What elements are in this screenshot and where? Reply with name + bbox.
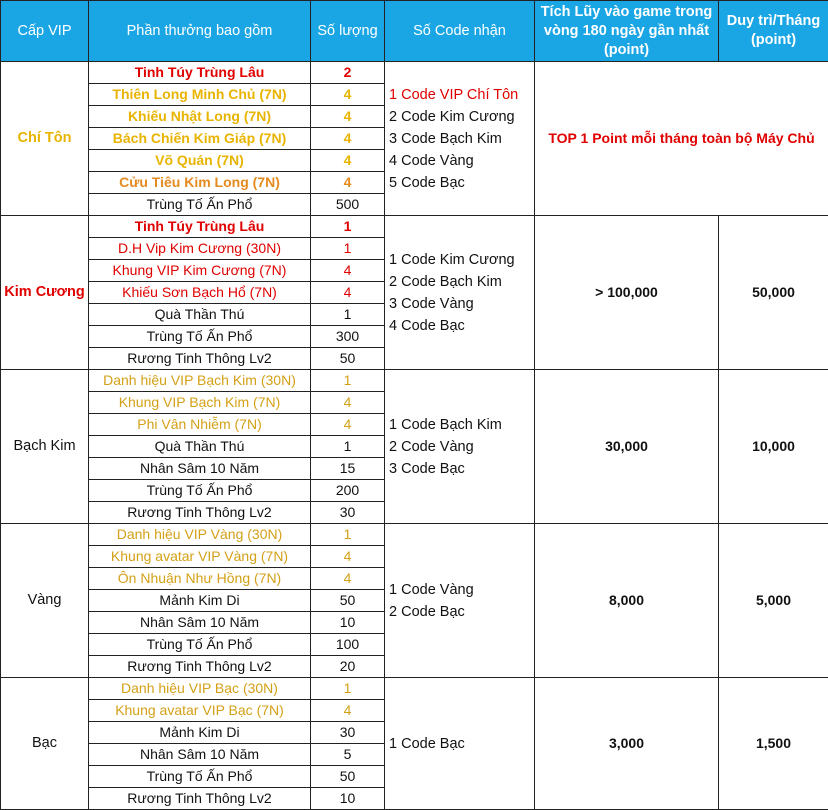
header-rewards: Phần thưởng bao gồm xyxy=(89,1,311,62)
code-item: 3 Code Vàng xyxy=(389,293,534,315)
header-accumulate: Tích Lũy vào game trong vòng 180 ngày gần nhất (point) xyxy=(535,1,719,62)
vip-tier-name: Chí Tôn xyxy=(1,62,89,216)
reward-quantity: 500 xyxy=(311,194,385,216)
reward-quantity: 1 xyxy=(311,678,385,700)
code-item: 4 Code Vàng xyxy=(389,150,534,172)
code-item: 1 Code VIP Chí Tôn xyxy=(389,84,534,106)
code-item: 5 Code Bạc xyxy=(389,172,534,194)
reward-item: Cửu Tiêu Kim Long (7N) xyxy=(89,172,311,194)
header-row xyxy=(1,1,828,62)
header-codes: Số Code nhận xyxy=(385,1,535,62)
reward-quantity: 4 xyxy=(311,172,385,194)
reward-item: Mảnh Kim Di xyxy=(89,590,311,612)
reward-quantity: 200 xyxy=(311,480,385,502)
reward-quantity: 4 xyxy=(311,106,385,128)
reward-item: Ôn Nhuận Như Hồng (7N) xyxy=(89,568,311,590)
reward-quantity: 4 xyxy=(311,546,385,568)
reward-quantity: 10 xyxy=(311,788,385,810)
code-item: 2 Code Bạc xyxy=(389,601,534,623)
reward-quantity: 1 xyxy=(311,370,385,392)
accumulate-points: > 100,000 xyxy=(535,216,719,370)
top-point-note: TOP 1 Point mỗi tháng toàn bộ Máy Chủ xyxy=(535,62,828,216)
reward-item: Tinh Túy Trùng Lâu xyxy=(89,216,311,238)
code-item: 1 Code Vàng xyxy=(389,579,534,601)
reward-quantity: 1 xyxy=(311,216,385,238)
maintain-points: 50,000 xyxy=(719,216,828,370)
reward-quantity: 4 xyxy=(311,260,385,282)
reward-item: Quà Thần Thú xyxy=(89,436,311,458)
reward-item: Rương Tinh Thông Lv2 xyxy=(89,348,311,370)
reward-quantity: 4 xyxy=(311,282,385,304)
code-item: 1 Code Bạc xyxy=(389,733,534,755)
reward-item: Trùng Tố Ấn Phổ xyxy=(89,766,311,788)
reward-quantity: 4 xyxy=(311,128,385,150)
table-body xyxy=(1,62,828,810)
reward-item: Khung VIP Kim Cương (7N) xyxy=(89,260,311,282)
reward-item: Thiên Long Minh Chủ (7N) xyxy=(89,84,311,106)
reward-quantity: 15 xyxy=(311,458,385,480)
reward-item: Khiếu Nhật Long (7N) xyxy=(89,106,311,128)
reward-item: Danh hiệu VIP Vàng (30N) xyxy=(89,524,311,546)
table-row xyxy=(1,370,828,392)
reward-item: Nhân Sâm 10 Năm xyxy=(89,458,311,480)
vip-tier-name: Vàng xyxy=(1,524,89,678)
reward-quantity: 1 xyxy=(311,436,385,458)
code-list xyxy=(385,678,535,810)
code-list xyxy=(385,524,535,678)
reward-quantity: 20 xyxy=(311,656,385,678)
reward-quantity: 1 xyxy=(311,304,385,326)
reward-item: Nhân Sâm 10 Năm xyxy=(89,612,311,634)
code-item: 1 Code Kim Cương xyxy=(389,249,534,271)
reward-quantity: 4 xyxy=(311,568,385,590)
reward-item: Võ Quán (7N) xyxy=(89,150,311,172)
reward-item: Bách Chiến Kim Giáp (7N) xyxy=(89,128,311,150)
reward-item: Rương Tinh Thông Lv2 xyxy=(89,788,311,810)
reward-quantity: 30 xyxy=(311,502,385,524)
reward-quantity: 4 xyxy=(311,414,385,436)
reward-item: Trùng Tố Ấn Phổ xyxy=(89,194,311,216)
accumulate-points: 3,000 xyxy=(535,678,719,810)
reward-quantity: 5 xyxy=(311,744,385,766)
reward-item: Khiếu Sơn Bạch Hổ (7N) xyxy=(89,282,311,304)
reward-quantity: 4 xyxy=(311,150,385,172)
code-item: 3 Code Bạc xyxy=(389,458,534,480)
vip-tier-name: Bạc xyxy=(1,678,89,810)
table-row xyxy=(1,678,828,700)
reward-item: D.H Vip Kim Cương (30N) xyxy=(89,238,311,260)
reward-item: Trùng Tố Ấn Phổ xyxy=(89,634,311,656)
reward-quantity: 300 xyxy=(311,326,385,348)
reward-quantity: 30 xyxy=(311,722,385,744)
reward-item: Danh hiệu VIP Bạc (30N) xyxy=(89,678,311,700)
vip-tier-name: Kim Cương xyxy=(1,216,89,370)
code-item: 2 Code Kim Cương xyxy=(389,106,534,128)
code-item: 1 Code Bạch Kim xyxy=(389,414,534,436)
reward-quantity: 4 xyxy=(311,84,385,106)
code-item: 4 Code Bạc xyxy=(389,315,534,337)
reward-item: Khung VIP Bạch Kim (7N) xyxy=(89,392,311,414)
reward-quantity: 10 xyxy=(311,612,385,634)
maintain-points: 10,000 xyxy=(719,370,828,524)
header-vip-level: Cấp VIP xyxy=(1,1,89,62)
reward-item: Rương Tinh Thông Lv2 xyxy=(89,656,311,678)
code-item: 2 Code Vàng xyxy=(389,436,534,458)
code-item: 3 Code Bạch Kim xyxy=(389,128,534,150)
code-list xyxy=(385,370,535,524)
reward-item: Khung avatar VIP Bạc (7N) xyxy=(89,700,311,722)
code-list xyxy=(385,216,535,370)
reward-item: Mảnh Kim Di xyxy=(89,722,311,744)
accumulate-points: 30,000 xyxy=(535,370,719,524)
reward-item: Trùng Tố Ấn Phổ xyxy=(89,480,311,502)
reward-quantity: 50 xyxy=(311,766,385,788)
reward-item: Nhân Sâm 10 Năm xyxy=(89,744,311,766)
maintain-points: 5,000 xyxy=(719,524,828,678)
reward-item: Rương Tinh Thông Lv2 xyxy=(89,502,311,524)
reward-quantity: 50 xyxy=(311,590,385,612)
reward-quantity: 4 xyxy=(311,700,385,722)
header-quantity: Số lượng xyxy=(311,1,385,62)
maintain-points: 1,500 xyxy=(719,678,828,810)
reward-quantity: 50 xyxy=(311,348,385,370)
table-row xyxy=(1,524,828,546)
reward-quantity: 1 xyxy=(311,238,385,260)
reward-item: Phi Vân Nhiễm (7N) xyxy=(89,414,311,436)
reward-quantity: 4 xyxy=(311,392,385,414)
table-row xyxy=(1,216,828,238)
table-row xyxy=(1,62,828,84)
reward-quantity: 100 xyxy=(311,634,385,656)
code-item: 2 Code Bạch Kim xyxy=(389,271,534,293)
accumulate-points: 8,000 xyxy=(535,524,719,678)
reward-item: Danh hiệu VIP Bạch Kim (30N) xyxy=(89,370,311,392)
vip-tier-name: Bạch Kim xyxy=(1,370,89,524)
reward-item: Trùng Tố Ấn Phổ xyxy=(89,326,311,348)
reward-item: Quà Thần Thú xyxy=(89,304,311,326)
code-list xyxy=(385,62,535,216)
reward-item: Khung avatar VIP Vàng (7N) xyxy=(89,546,311,568)
reward-quantity: 2 xyxy=(311,62,385,84)
reward-item: Tinh Túy Trùng Lâu xyxy=(89,62,311,84)
reward-quantity: 1 xyxy=(311,524,385,546)
header-maintain: Duy trì/Tháng (point) xyxy=(719,1,828,62)
